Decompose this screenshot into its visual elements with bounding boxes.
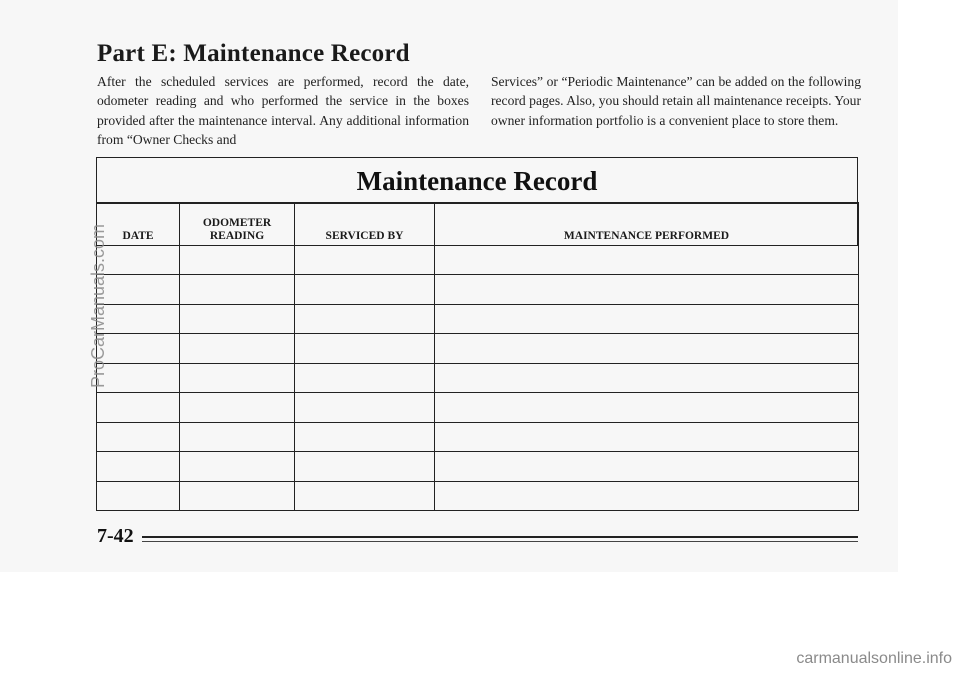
cell-odometer xyxy=(180,275,295,305)
cell-serviced-by xyxy=(295,481,435,511)
section-title: Part E: Maintenance Record xyxy=(97,40,410,67)
maintenance-record-table xyxy=(96,202,859,511)
cell-odometer xyxy=(180,393,295,423)
cell-serviced-by xyxy=(295,275,435,305)
table-body xyxy=(97,245,859,511)
cell-serviced-by xyxy=(295,334,435,364)
footer-rule-thin xyxy=(142,541,858,542)
cell-maintenance xyxy=(435,422,859,452)
cell-maintenance xyxy=(435,481,859,511)
cell-maintenance xyxy=(435,363,859,393)
cell-maintenance xyxy=(435,393,859,423)
page-number: 7-42 xyxy=(97,525,134,547)
cell-odometer xyxy=(180,422,295,452)
cell-odometer xyxy=(180,363,295,393)
table-row xyxy=(97,275,859,305)
bottom-watermark: carmanualsonline.info xyxy=(796,650,952,667)
cell-maintenance xyxy=(435,304,859,334)
table-row xyxy=(97,422,859,452)
table-row xyxy=(97,452,859,482)
cell-serviced-by xyxy=(295,363,435,393)
cell-maintenance xyxy=(435,334,859,364)
record-title: Maintenance Record xyxy=(356,166,598,196)
cell-serviced-by xyxy=(295,304,435,334)
cell-odometer xyxy=(180,304,295,334)
table-row xyxy=(97,245,859,275)
cell-maintenance xyxy=(435,275,859,305)
cell-maintenance xyxy=(435,452,859,482)
cell-date xyxy=(97,452,180,482)
cell-odometer xyxy=(180,452,295,482)
cell-odometer xyxy=(180,334,295,364)
cell-date xyxy=(97,422,180,452)
cell-odometer xyxy=(180,481,295,511)
footer-rule xyxy=(142,536,858,538)
header-serviced-by: SERVICED BY xyxy=(295,203,435,245)
cell-serviced-by xyxy=(295,422,435,452)
cell-serviced-by xyxy=(295,245,435,275)
table-row xyxy=(97,481,859,511)
table-header-row xyxy=(97,203,859,245)
header-maintenance-performed: MAINTENANCE PERFORMED xyxy=(435,203,859,245)
intro-paragraph-left: After the scheduled services are performed, record the date, odometer reading and who performed the service in the boxes provided after the maintenance interval. Any additional information from “Owner Checks and xyxy=(97,74,469,147)
cell-serviced-by xyxy=(295,452,435,482)
cell-odometer xyxy=(180,245,295,275)
intro-paragraph-right: Services” or “Periodic Maintenance” can be added on the following record pages. Also, you should retain all maintenance receipts. Your owner information portfolio is a convenient place to store them. xyxy=(491,74,861,128)
side-watermark: ProCarManuals.com xyxy=(88,223,108,388)
cell-maintenance xyxy=(435,245,859,275)
table-row xyxy=(97,334,859,364)
maintenance-record-box xyxy=(96,157,858,510)
cell-date xyxy=(97,393,180,423)
cell-date xyxy=(97,481,180,511)
header-odometer-reading: ODOMETER READING xyxy=(180,203,295,245)
header-date: DATE xyxy=(97,203,180,245)
table-row xyxy=(97,393,859,423)
cell-serviced-by xyxy=(295,393,435,423)
table-row xyxy=(97,363,859,393)
table-row xyxy=(97,304,859,334)
